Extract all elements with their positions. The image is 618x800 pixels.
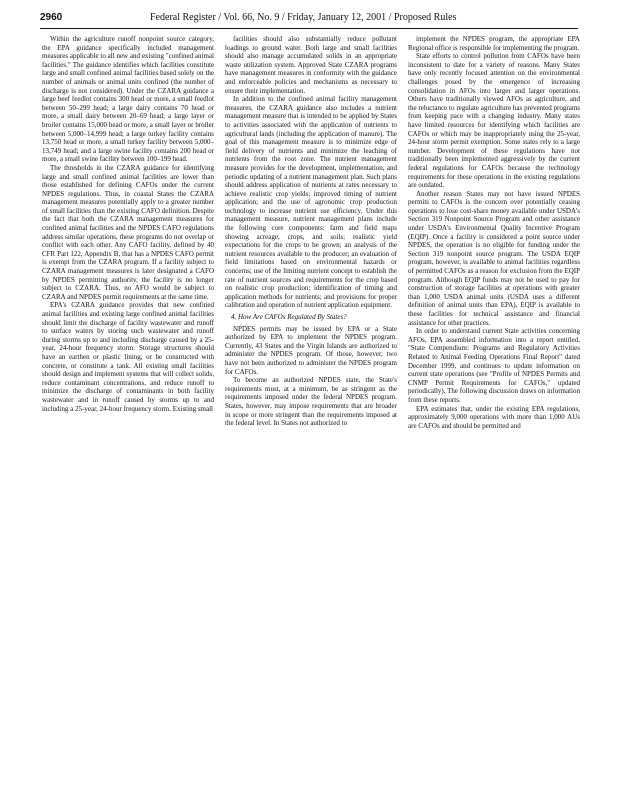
- text-column-3: [408, 35, 580, 430]
- paragraph: NPDES permits may be issued by EPA or a State authorized by EPA to implement the NPDES program. Currently, 43 States and the Virgin Islands are authorized to administer the NPDES program. Of those, however, two have not been authorized to administer the NPDES program for CAFOs.: [225, 324, 397, 376]
- running-head: Federal Register / Vol. 66, No. 9 / Friday, January 12, 2001 / Proposed Rules: [150, 12, 457, 23]
- paragraph: implement the NPDES program, the appropriate EPA Regional office is responsible for implementing the program.: [408, 35, 580, 52]
- page-header: [40, 12, 578, 26]
- paragraph: EPA estimates that, under the existing EPA regulations, approximately 9,000 operations with more than 1,000 AUs are CAFOs and should be permitted and: [408, 404, 580, 430]
- header-rule: [40, 28, 578, 29]
- paragraph: In addition to the confined animal facility management measures, the CZARA guidance also includes a nutrient management measure that is intended to be applied by States to activities associated with the application of nutrients to agricultural lands (including the application of manure). The goal of this management measure is to minimize edge of field delivery of nutrients and minimize the leaching of nutrients from the root zone. The nutrient management measure provides for the development, implementation, and periodic updating of a nutrient management plan. Such plans should address application of nutrients at rates necessary to achieve realistic crop yields; improved timing of nutrient application; and the use of agronomic crop production technology to increase nutrient use efficiency. Under this management measure, nutrient management plans include the following core components: farm and field maps showing acreage, crops, and soils; realistic yield expectations for the crops to be grown; an analysis of the nutrient resources available to the producer; an evaluation of field limitations based on environmental hazards or concerns; use of the limiting nutrient concept to establish the rate of nutrient sources and requirements for the crop based on realistic crop production; identification of timing and application methods for nutrients; and provisions for proper calibration and operation of nutrient application equipment.: [225, 95, 397, 310]
- paragraph: Another reason States may not have issued NPDES permits to CAFOs is the concern over potentially ceasing operations to lose cost-share money available under USDA's Section 319 Nonpoint Source Program and other assistance under USDA's Environmental Quality Incentive Program (EQIP). Once a facility is considered a point source under NPDES, the operation is no eligible for funding under the Section 319 nonpoint source program. The USDA EQIP program, however, is available to animal facilities regardless of permitted CAFOs as a reason for exclusion from the EQIP program. Although EQIP funds may not be used to pay for construction of storage facilities at operations with greater than 1,000 USDA animal units (USDA uses a different definition of animal units than EPA), EQIP is available to these facilities for technical assistance and financial assistance for other practices.: [408, 189, 580, 327]
- text-column-2: [225, 35, 397, 428]
- paragraph: To become an authorized NPDES state, the State's requirements must, at a minimum, be as stringent as the requirements imposed under the federal NPDES program. States, however, may impose requirements that are broader in scope or more stringent than the requirements imposed at the federal level. In States not authorized to: [225, 376, 397, 428]
- paragraph: EPA's CZARA guidance provides that new confined animal facilities and existing large confined animal facilities should limit the discharge of facility wastewater and runoff to surface waters by storing such wastewater and runoff during storms up to and including discharge caused by a 25-year, 24-hour frequency storm. Storage structures should have an earthen or plastic lining, or be constructed with concrete, or constitute a tank. All existing small facilities should design and implement systems that will collect solids, reduce contaminant concentrations, and reduce runoff to minimize the discharge of contaminants in both facility wastewater and in runoff caused by storms up to and including a 25-year, 24-hour frequency storm. Existing small: [42, 301, 214, 413]
- page-number: 2960: [40, 12, 63, 23]
- paragraph: In order to understand current State activities concerning AFOs, EPA assembled information into a report entitled, "State Compendium: Programs and Regulatory Activities Related to Animal Feeding Operations Final Report" dated December 1999, and continues to update information on current state operations (see "Profile of NPDES Permits and CNMP Permit Requirements for CAFOs," updated periodically). The following discussion draws on information from these reports.: [408, 327, 580, 404]
- paragraph: The thresholds in the CZARA guidance for identifying large and small confined animal facilities are lower than those established for defining CAFOs under the current NPDES regulations. Thus, in coastal States the CZARA management measures potentially apply to a greater number of small facilities than the existing CAFO definition. Despite the fact that both the CZARA management measures for confined animal facilities and the NPDES CAFO regulations address similar operations, these programs do not overlap or conflict with each other. Any CAFO facility, defined by 40 CFR Part 122, Appendix B, that has a NPDES CAFO permit is exempt from the CZARA program. If a facility subject to CZARA management measures is later designated a CAFO by NPDES permitting authority, the facility is no longer subject to CZARA. Thus, no AFO would be subject to CZARA and NPDES permit requirements at the same time.: [42, 163, 214, 301]
- paragraph: State efforts to control pollution from CAFOs have been inconsistent to date for a variety of reasons. Many States have only recently focused attention on the environmental challenges posed by the emergence of increasing consolidation in AFOs into larger and larger operations. Others have traditionally viewed AFOs as agriculture, and the reluctance to regulate agriculture has prevented programs from keeping pace with a changing industry. Many states have limited resources for identifying which facilities are CAFOs or which may be inappropriately using the 25-year, 24-hour storm permit exemption. Some states rely to a large number. Development of these regulations have not traditionally been implemented aggressively by the current federal regulations for CAFOs because the technology requirements for these operations in the existing regulations are outdated.: [408, 52, 580, 190]
- section-heading: 4. How Are CAFOs Regulated By States?: [231, 313, 347, 321]
- paragraph: facilities should also substantially reduce pollutant loadings to ground water. Both large and small facilities should also manage accumulated solids in an appropriate waste utilization system. Approved State CZARA programs have management measures in conformity with the guidance and enforceable policies and mechanisms as necessary to ensure their implementation.: [225, 35, 397, 95]
- text-column-1: [42, 35, 214, 413]
- paragraph: Within the agriculture runoff nonpoint source category, the EPA guidance specifically included management measures applicable to all new and existing "confined animal facilities." The guidance identifies which facilities constitute large and small confined animal facilities based solely on the number of animals or animal units confined (the number of discharge is not considered). Under the CZARA guidance a large beef feedlot contains 300 head or more, a small feedlot between 50–299 head; a large dairy contains 70 head or more, a small dairy between 20–69 head; a large layer or broiler contains 15,000 head or more, a small layer or broiler between 5,000–14,999 head; a large turkey facility contains 13,750 head or more, a small turkey facility between 5,000–13,749 head; and a large swine facility contains 200 head or more, a small swine facility between 100–199 head.: [42, 35, 214, 164]
